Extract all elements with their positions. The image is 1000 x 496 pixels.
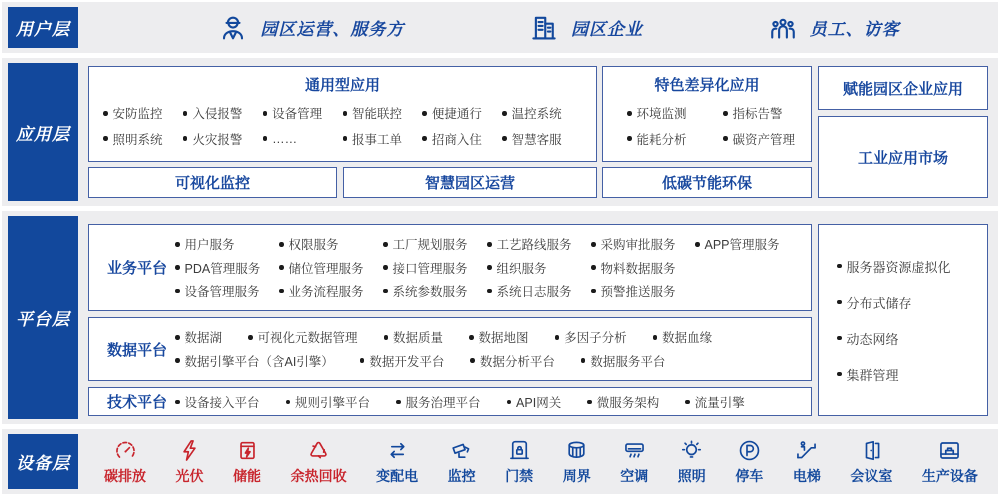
device-surveillance: 监控 bbox=[448, 438, 476, 486]
general-apps-title: 通用型应用 bbox=[304, 77, 380, 94]
user-group-label: 员工、访客 bbox=[809, 20, 900, 39]
user-layer-content bbox=[86, 2, 992, 53]
item-row bbox=[89, 104, 596, 122]
bullet-dot bbox=[103, 111, 108, 116]
bullet-dot bbox=[581, 358, 586, 363]
bullet-label: 便捷通行 bbox=[431, 107, 482, 122]
bullet-dot bbox=[487, 265, 492, 270]
bullet-item bbox=[591, 282, 695, 300]
bullet-item bbox=[627, 104, 723, 122]
bullet-dot bbox=[343, 136, 348, 141]
bullet-dot bbox=[470, 358, 475, 363]
platform-layer-label: 平台层 bbox=[8, 216, 78, 419]
device-production-equipment: 生产设备 bbox=[922, 438, 978, 486]
industrial-app-market-box: 工业应用市场 bbox=[818, 116, 988, 198]
item-row bbox=[603, 130, 811, 148]
smart-park-operation-box: 智慧园区运营 bbox=[343, 167, 597, 198]
general-apps-items bbox=[89, 95, 596, 161]
bullet-label: API网关 bbox=[516, 396, 562, 410]
bullet-label: 工厂规划服务 bbox=[392, 238, 468, 253]
bullet-item bbox=[487, 282, 591, 300]
item-row bbox=[175, 352, 799, 370]
user-group-enterprises bbox=[529, 13, 643, 43]
bullet-dot bbox=[723, 111, 728, 116]
item-row bbox=[175, 282, 799, 300]
bullet-label: 数据地图 bbox=[478, 331, 529, 346]
bullet-dot bbox=[279, 242, 284, 247]
bullet-label: 可视化元数据管理 bbox=[257, 331, 358, 346]
bullet-item bbox=[175, 282, 279, 300]
gauge-icon bbox=[113, 438, 138, 463]
bullet-item bbox=[383, 282, 487, 300]
bullet-label: 权限服务 bbox=[288, 238, 339, 253]
building-icon bbox=[529, 13, 559, 43]
bullet-item bbox=[279, 259, 383, 277]
bullet-label: 智能联控 bbox=[352, 107, 403, 122]
bullet-label: 照明系统 bbox=[112, 132, 163, 147]
bullet-label: 储位管理服务 bbox=[288, 261, 364, 276]
bullet-item bbox=[685, 393, 745, 411]
device-access-control: 门禁 bbox=[505, 438, 533, 486]
bullet-label: …… bbox=[272, 131, 298, 146]
bullet-label: 工艺路线服务 bbox=[496, 238, 572, 253]
bullet-dot bbox=[175, 289, 180, 294]
escalator-icon bbox=[794, 438, 819, 463]
item-row bbox=[175, 235, 799, 253]
bullet-label: 物料数据服务 bbox=[600, 261, 676, 276]
bullet-dot bbox=[591, 242, 596, 247]
bullet-label: 碳资产管理 bbox=[732, 132, 796, 147]
bullet-label: 数据湖 bbox=[184, 331, 223, 346]
bullet-item bbox=[103, 104, 183, 122]
bullet-item bbox=[587, 393, 659, 411]
bullet-label: 预警推送服务 bbox=[600, 284, 676, 299]
worker-icon bbox=[218, 13, 248, 43]
item-row bbox=[89, 130, 596, 148]
bullet-label: 数据开发平台 bbox=[369, 354, 445, 369]
bullet-dot bbox=[487, 289, 492, 294]
bullet-item bbox=[248, 328, 358, 346]
device-energy-storage: 储能 bbox=[233, 438, 261, 486]
bullet-item bbox=[507, 393, 562, 411]
bullet-item bbox=[263, 104, 343, 122]
bullet-item bbox=[175, 235, 279, 253]
bullet-label: 智慧客服 bbox=[511, 132, 562, 147]
bullet-label: 设备管理服务 bbox=[184, 284, 260, 299]
bullet-dot bbox=[502, 111, 507, 116]
bullet-label: 环境监测 bbox=[636, 107, 687, 122]
bullet-item bbox=[555, 328, 627, 346]
bullet-item bbox=[487, 259, 591, 277]
bullet-label: 安防监控 bbox=[112, 107, 163, 122]
tech-platform-box bbox=[88, 387, 812, 416]
special-apps-items bbox=[603, 95, 811, 161]
bullet-label: 入侵报警 bbox=[192, 107, 243, 122]
bullet-label: 服务器资源虚拟化 bbox=[846, 259, 951, 275]
bullet-dot bbox=[343, 111, 348, 116]
user-layer-band bbox=[2, 2, 998, 53]
bullet-item bbox=[837, 257, 987, 276]
bullet-label: 多因子分析 bbox=[564, 331, 627, 346]
bullet-label: 能耗分析 bbox=[636, 132, 687, 147]
bullet-label: 接口管理服务 bbox=[392, 261, 468, 276]
bullet-dot bbox=[837, 264, 842, 269]
bullet-label: PDA管理服务 bbox=[184, 261, 261, 276]
people-icon bbox=[768, 13, 798, 43]
tech-platform-items bbox=[175, 388, 799, 415]
bullet-label: 业务流程服务 bbox=[288, 284, 364, 299]
bullet-label: 动态网络 bbox=[846, 331, 899, 347]
bullet-dot bbox=[695, 242, 700, 247]
bullet-label: 系统日志服务 bbox=[496, 284, 572, 299]
bullet-dot bbox=[487, 242, 492, 247]
bullet-dot bbox=[103, 136, 108, 141]
bullet-dot bbox=[279, 289, 284, 294]
bullet-dot bbox=[837, 372, 842, 377]
bullet-label: 规则引擎平台 bbox=[295, 396, 371, 410]
bullet-label: 采购审批服务 bbox=[600, 238, 676, 253]
bullet-dot bbox=[507, 400, 512, 405]
business-platform-title: 业务平台 bbox=[106, 260, 167, 277]
bullet-item bbox=[343, 130, 423, 148]
item-row bbox=[175, 393, 799, 411]
machine-icon bbox=[937, 438, 962, 463]
bullet-label: APP管理服务 bbox=[704, 238, 780, 253]
bullet-label: 数据质量 bbox=[393, 331, 444, 346]
bullet-label: 温控系统 bbox=[511, 107, 562, 122]
user-group-operators bbox=[218, 13, 404, 43]
bullet-dot bbox=[175, 242, 180, 247]
bullet-dot bbox=[279, 265, 284, 270]
bullet-label: 集群管理 bbox=[846, 367, 899, 383]
bullet-item bbox=[279, 282, 383, 300]
bullet-item bbox=[837, 365, 987, 384]
bullet-item bbox=[175, 328, 222, 346]
bullet-item bbox=[469, 328, 529, 346]
bullet-item bbox=[581, 352, 666, 370]
infrastructure-box bbox=[818, 224, 988, 416]
bullet-dot bbox=[685, 400, 690, 405]
bullet-item bbox=[653, 328, 713, 346]
user-group-label: 园区企业 bbox=[570, 20, 643, 39]
bullet-item bbox=[360, 352, 445, 370]
bullet-item bbox=[183, 104, 263, 122]
bullet-item bbox=[723, 104, 783, 122]
bullet-item bbox=[343, 104, 423, 122]
device-layer-label: 设备层 bbox=[8, 434, 78, 489]
bullet-dot bbox=[723, 136, 728, 141]
user-group-label: 园区运营、服务方 bbox=[260, 20, 405, 39]
device-air-conditioning: 空调 bbox=[620, 438, 648, 486]
bullet-item bbox=[837, 329, 987, 348]
bullet-item bbox=[627, 130, 723, 148]
device-layer-content bbox=[86, 429, 992, 494]
bullet-item bbox=[175, 393, 260, 411]
perimeter-icon bbox=[564, 438, 589, 463]
item-row bbox=[175, 259, 799, 277]
bullet-item bbox=[723, 130, 795, 148]
door-lock-icon bbox=[507, 438, 532, 463]
ac-icon bbox=[622, 438, 647, 463]
device-layer-band bbox=[2, 429, 998, 494]
business-platform-box bbox=[88, 224, 812, 311]
application-layer-label: 应用层 bbox=[8, 63, 78, 201]
bullet-item bbox=[470, 352, 555, 370]
bullet-dot bbox=[175, 400, 180, 405]
bullet-item bbox=[695, 235, 799, 253]
bullet-item bbox=[175, 259, 279, 277]
device-lighting: 照明 bbox=[678, 438, 706, 486]
visual-monitoring-box: 可视化监控 bbox=[88, 167, 337, 198]
data-platform-title: 数据平台 bbox=[106, 341, 167, 359]
meeting-room-icon bbox=[859, 438, 884, 463]
bullet-label: 设备接入平台 bbox=[184, 396, 260, 410]
platform-layer-band bbox=[2, 211, 998, 424]
bullet-dot bbox=[263, 136, 268, 141]
parking-icon bbox=[737, 438, 762, 463]
camera-icon bbox=[449, 438, 474, 463]
bullet-dot bbox=[555, 335, 560, 340]
bullet-dot bbox=[286, 400, 291, 405]
empower-enterprise-apps-box: 赋能园区企业应用 bbox=[818, 66, 988, 110]
data-platform-items bbox=[175, 318, 799, 380]
low-carbon-box: 低碳节能环保 bbox=[602, 167, 812, 198]
bullet-dot bbox=[360, 358, 365, 363]
item-row bbox=[603, 104, 811, 122]
bullet-dot bbox=[175, 358, 180, 363]
arrows-icon bbox=[385, 438, 410, 463]
bullet-item bbox=[396, 393, 481, 411]
bullet-dot bbox=[502, 136, 507, 141]
item-row bbox=[175, 328, 799, 346]
tech-platform-title: 技术平台 bbox=[106, 394, 167, 411]
bullet-item bbox=[383, 235, 487, 253]
bullet-item bbox=[837, 293, 987, 312]
bullet-dot bbox=[175, 335, 180, 340]
bullet-dot bbox=[422, 111, 427, 116]
bullet-item bbox=[383, 259, 487, 277]
device-waste-heat-recovery: 余热回收 bbox=[291, 438, 347, 486]
bullet-dot bbox=[837, 300, 842, 305]
bullet-item bbox=[591, 235, 695, 253]
bullet-label: 指标告警 bbox=[732, 107, 783, 122]
battery-icon bbox=[235, 438, 260, 463]
bullet-dot bbox=[837, 336, 842, 341]
bullet-dot bbox=[383, 242, 388, 247]
device-elevator: 电梯 bbox=[793, 438, 821, 486]
bullet-label: 数据分析平台 bbox=[479, 354, 555, 369]
bullet-label: 报事工单 bbox=[352, 132, 403, 147]
recycle-icon bbox=[306, 438, 331, 463]
bullet-item bbox=[487, 235, 591, 253]
bullet-item bbox=[502, 130, 582, 148]
bullet-label: 设备管理 bbox=[272, 107, 323, 122]
business-platform-items bbox=[175, 225, 799, 310]
bullet-dot bbox=[591, 265, 596, 270]
bullet-dot bbox=[653, 335, 658, 340]
device-meeting-room: 会议室 bbox=[850, 438, 892, 486]
bullet-item bbox=[422, 104, 502, 122]
bullet-dot bbox=[183, 136, 188, 141]
bullet-label: 用户服务 bbox=[184, 238, 235, 253]
bullet-dot bbox=[383, 289, 388, 294]
device-power-distribution: 变配电 bbox=[376, 438, 418, 486]
bullet-dot bbox=[627, 136, 632, 141]
bullet-label: 流量引擎 bbox=[694, 396, 745, 410]
bullet-item bbox=[286, 393, 371, 411]
bullet-item bbox=[422, 130, 502, 148]
lightning-icon bbox=[177, 438, 202, 463]
user-group-visitors bbox=[768, 13, 900, 43]
device-carbon-emission: 碳排放 bbox=[104, 438, 146, 486]
special-apps-title: 特色差异化应用 bbox=[654, 77, 760, 94]
bullet-dot bbox=[422, 136, 427, 141]
bullet-dot bbox=[469, 335, 474, 340]
bullet-label: 火灾报警 bbox=[192, 132, 243, 147]
bullet-label: 招商入住 bbox=[431, 132, 482, 147]
bullet-label: 系统参数服务 bbox=[392, 284, 468, 299]
bullet-dot bbox=[383, 265, 388, 270]
bullet-dot bbox=[587, 400, 592, 405]
bullet-dot bbox=[384, 335, 389, 340]
bullet-label: 组织服务 bbox=[496, 261, 547, 276]
bullet-dot bbox=[396, 400, 401, 405]
bullet-item bbox=[103, 130, 183, 148]
bullet-item bbox=[279, 235, 383, 253]
user-layer-label: 用户层 bbox=[8, 7, 78, 48]
bullet-item bbox=[384, 328, 444, 346]
bullet-dot bbox=[175, 265, 180, 270]
device-photovoltaic: 光伏 bbox=[176, 438, 204, 486]
bullet-item bbox=[502, 104, 582, 122]
bullet-item bbox=[263, 130, 343, 148]
bullet-dot bbox=[248, 335, 253, 340]
bullet-item bbox=[591, 259, 695, 277]
data-platform-box bbox=[88, 317, 812, 381]
bullet-dot bbox=[627, 111, 632, 116]
bullet-label: 数据血缘 bbox=[662, 331, 713, 346]
device-parking: 停车 bbox=[735, 438, 763, 486]
general-apps-box bbox=[88, 66, 597, 162]
bullet-label: 数据引擎平台（含AI引擎） bbox=[184, 354, 334, 369]
bullet-label: 数据服务平台 bbox=[590, 354, 666, 369]
bullet-label: 微服务架构 bbox=[596, 396, 660, 410]
bullet-label: 分布式储存 bbox=[846, 295, 912, 311]
bullet-label: 服务治理平台 bbox=[405, 396, 481, 410]
special-apps-box bbox=[602, 66, 812, 162]
bullet-dot bbox=[183, 111, 188, 116]
bullet-dot bbox=[591, 289, 596, 294]
bullet-item bbox=[175, 352, 334, 370]
bullet-dot bbox=[263, 111, 268, 116]
bulb-icon bbox=[679, 438, 704, 463]
device-perimeter: 周界 bbox=[563, 438, 591, 486]
application-layer-band bbox=[2, 58, 998, 206]
bullet-item bbox=[183, 130, 263, 148]
